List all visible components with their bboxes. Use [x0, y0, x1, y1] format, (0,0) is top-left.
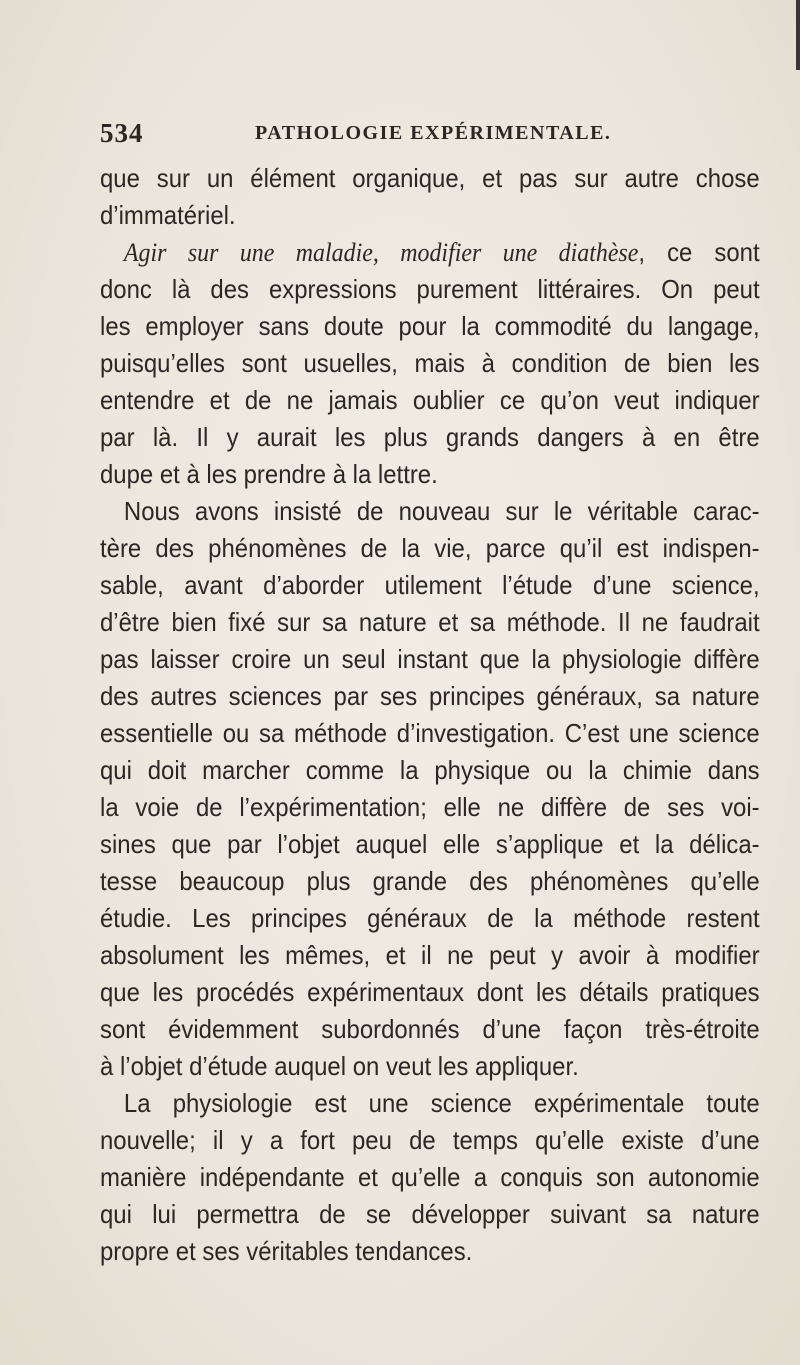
italic-phrase: Agir sur une maladie, modifier une diathèse: [123, 238, 639, 267]
page-number: 534: [100, 118, 144, 148]
text-line: qui lui permettra de se développer suivant sa nature: [100, 1199, 760, 1229]
page-header: [100, 118, 760, 148]
text-line: sines que par l’objet auquel elle s’applique et la délica-: [100, 829, 760, 859]
text-line: sable, avant d’aborder utilement l’étude d’une science,: [100, 570, 760, 600]
text-line: donc là des expressions purement littéraires. On peut: [100, 274, 760, 304]
text-line: les employer sans doute pour la commodité du langage,: [100, 311, 760, 341]
text-line: que sur un élément organique, et pas sur autre chose: [100, 163, 760, 193]
running-title: PATHOLOGIE EXPÉRIMENTALE.: [255, 122, 612, 144]
text-line: [100, 234, 760, 271]
text-line: propre et ses véritables tendances.: [100, 1236, 473, 1266]
text-line: par là. Il y aurait les plus grands dangers à en être: [100, 422, 760, 452]
text-fragment: , ce sont: [638, 237, 760, 267]
text-line: manière indépendante et qu’elle a conquis son autonomie: [100, 1162, 760, 1192]
text-line: Nous avons insisté de nouveau sur le véritable carac-: [123, 496, 760, 526]
text-line: entendre et de ne jamais oublier ce qu’on veut indiquer: [100, 385, 760, 415]
text-line: à l’objet d’étude auquel on veut les appliquer.: [100, 1051, 579, 1081]
text-line: La physiologie est une science expérimentale toute: [123, 1088, 760, 1118]
paragraph-4: [100, 1085, 760, 1270]
text-line: des autres sciences par ses principes généraux, sa nature: [100, 681, 760, 711]
text-line: puisqu’elles sont usuelles, mais à condition de bien les: [100, 348, 760, 378]
paragraph-3: [100, 493, 760, 1085]
text-line: d’immatériel.: [100, 200, 236, 230]
text-line: d’être bien fixé sur sa nature et sa méthode. Il ne faudrait: [100, 607, 760, 637]
text-line: essentielle ou sa méthode d’investigation. C’est une science: [100, 718, 760, 748]
text-line: sont évidemment subordonnés d’une façon très-étroite: [100, 1014, 760, 1044]
text-line: étudie. Les principes généraux de la méthode restent: [100, 903, 760, 933]
text-line: dupe et à les prendre à la lettre.: [100, 459, 438, 489]
text-line: tère des phénomènes de la vie, parce qu’il est indispen-: [100, 533, 760, 563]
text-line: nouvelle; il y a fort peu de temps qu’elle existe d’une: [100, 1125, 760, 1155]
text-line: que les procédés expérimentaux dont les détails pratiques: [100, 977, 760, 1007]
paragraph-1: [100, 160, 760, 234]
text-line: qui doit marcher comme la physique ou la chimie dans: [100, 755, 760, 785]
body-text: [100, 160, 760, 1270]
page-edge-shadow: [796, 0, 800, 70]
paragraph-2: [100, 234, 760, 493]
text-line: tesse beaucoup plus grande des phénomènes qu’elle: [100, 866, 760, 896]
text-line: la voie de l’expérimentation; elle ne diffère de ses voi-: [100, 792, 760, 822]
text-line: absolument les mêmes, et il ne peut y avoir à modifier: [100, 940, 760, 970]
text-line: pas laisser croire un seul instant que la physiologie diffère: [100, 644, 760, 674]
